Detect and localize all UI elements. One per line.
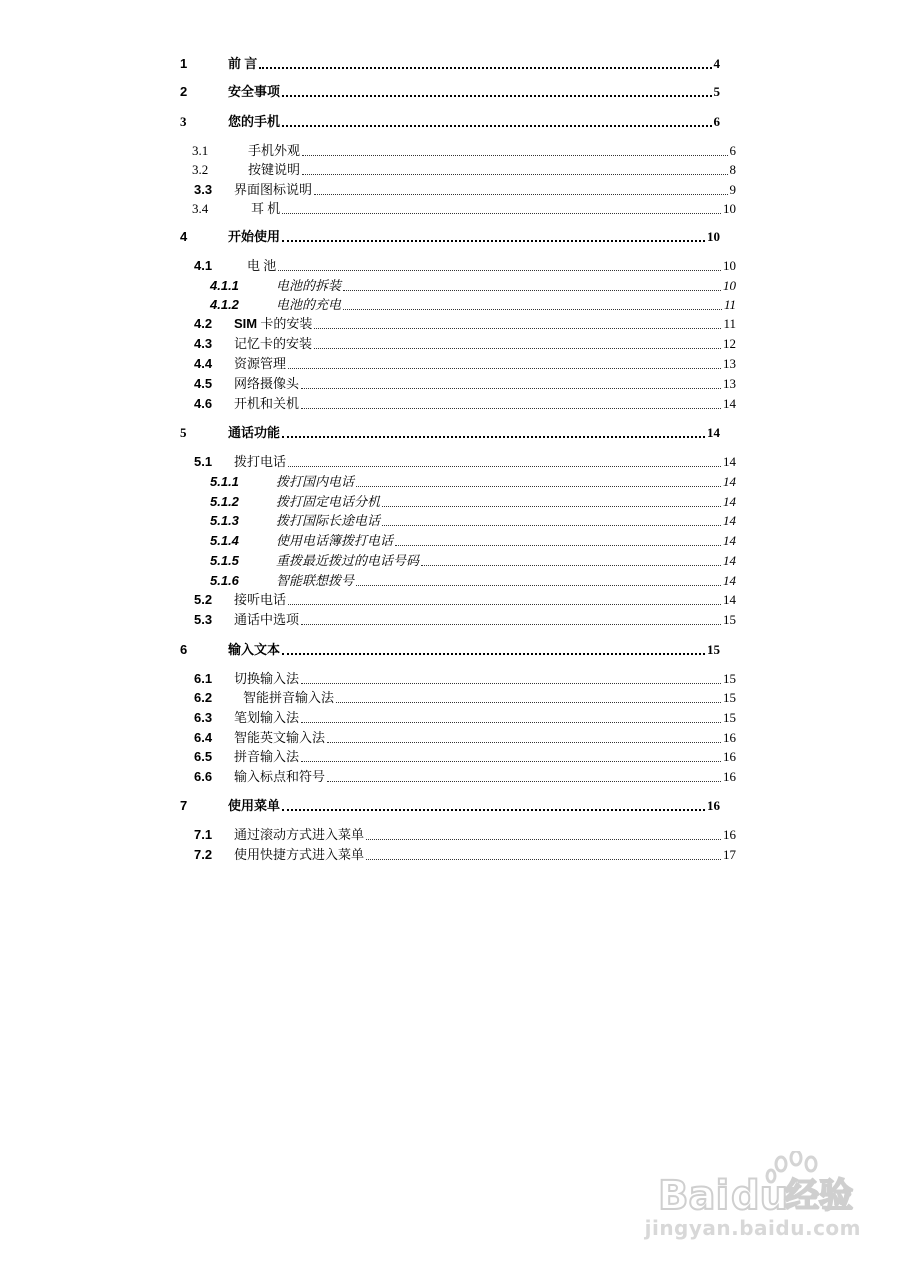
toc-leader-dots [302, 174, 727, 175]
toc-page-number: 4 [713, 56, 720, 71]
toc-entry[interactable] [0, 354, 905, 374]
toc-page-number: 15 [707, 642, 720, 657]
toc-title: 记忆卡的安装 [234, 336, 313, 351]
toc-title: 输入标点和符号 [234, 769, 326, 784]
toc-entry[interactable] [0, 314, 905, 334]
toc-entry[interactable] [0, 394, 905, 414]
toc-page-number: 14 [723, 592, 736, 607]
toc-number: 4.1.2 [210, 297, 239, 312]
toc-entry[interactable] [0, 825, 905, 845]
toc-page-number: 14 [723, 573, 736, 588]
toc-entry[interactable] [0, 492, 905, 512]
toc-leader-dots [301, 388, 721, 389]
toc-number: 1 [180, 56, 188, 71]
toc-entry[interactable] [0, 551, 905, 571]
toc-leader-dots [301, 408, 721, 409]
toc-title: 输入文本 [228, 642, 281, 657]
toc-page-number: 13 [723, 356, 736, 371]
toc-leader-dots [301, 722, 721, 723]
toc-entry[interactable] [0, 227, 905, 247]
toc-entry[interactable] [0, 374, 905, 394]
toc-title: 拨打电话 [234, 454, 287, 469]
toc-page-number: 12 [723, 336, 736, 351]
toc-title: 通话中选项 [234, 612, 300, 627]
toc-entry[interactable] [0, 747, 905, 767]
toc-number: 5.1.2 [210, 494, 239, 509]
toc-page-number: 14 [723, 553, 736, 568]
toc-leader-dots [282, 213, 721, 214]
toc-entry[interactable] [0, 295, 905, 315]
toc-leader-dots [314, 328, 721, 329]
toc-number: 6.2 [194, 690, 213, 705]
toc-page-number: 16 [723, 749, 736, 764]
toc-number: 7 [180, 798, 188, 813]
toc-leader-dots [356, 585, 721, 586]
toc-leader-dots [382, 506, 721, 507]
toc-number: 4.2 [194, 316, 213, 331]
toc-page-number: 14 [723, 454, 736, 469]
toc-entry[interactable] [0, 688, 905, 708]
toc-leader-dots [282, 653, 705, 655]
toc-number: 5.2 [194, 592, 213, 607]
toc-title: 通过滚动方式进入菜单 [234, 827, 365, 842]
toc-number: 3.4 [192, 201, 209, 216]
toc-leader-dots [343, 309, 722, 310]
toc-leader-dots [282, 95, 711, 97]
toc-title: 拨打固定电话分机 [276, 494, 381, 509]
toc-number: 4.4 [194, 356, 213, 371]
toc-number: 5.1.3 [210, 513, 239, 528]
toc-number: 6.3 [194, 710, 213, 725]
toc-leader-dots [314, 348, 721, 349]
toc-title: 资源管理 [234, 356, 287, 371]
toc-leader-dots [288, 466, 721, 467]
toc-page-number: 15 [723, 690, 736, 705]
toc-number: 3.1 [192, 143, 209, 158]
toc-page-number: 14 [723, 396, 736, 411]
toc-number: 4 [180, 229, 188, 244]
toc-title: 使用菜单 [228, 798, 281, 813]
toc-title: 网络摄像头 [234, 376, 300, 391]
toc-title: 通话功能 [228, 425, 281, 440]
toc-leader-dots [282, 125, 711, 127]
toc-page-number: 15 [723, 710, 736, 725]
toc-leader-dots [356, 486, 721, 487]
toc-title: 接听电话 [234, 592, 287, 607]
toc-number: 6.1 [194, 671, 213, 686]
toc-entry[interactable] [0, 708, 905, 728]
toc-page-number: 8 [729, 162, 736, 177]
toc-title: 智能联想拨号 [276, 573, 355, 588]
toc-page-number: 15 [723, 612, 736, 627]
toc-page-number: 11 [723, 316, 736, 331]
toc-leader-dots [301, 624, 721, 625]
toc-number: 7.2 [194, 847, 213, 862]
toc-entry[interactable] [0, 728, 905, 748]
toc-number: 5.1.4 [210, 533, 239, 548]
toc-number: 4.5 [194, 376, 213, 391]
toc-page-number: 5 [713, 84, 720, 99]
toc-title: 拨打国际长途电话 [276, 513, 381, 528]
toc-leader-dots [288, 368, 721, 369]
toc-leader-dots [336, 702, 721, 703]
toc-title: 笔划输入法 [234, 710, 300, 725]
toc-entry[interactable] [0, 54, 905, 74]
toc-title: 智能英文输入法 [234, 730, 326, 745]
toc-title: 界面图标说明 [234, 182, 313, 197]
toc-entry[interactable] [0, 82, 905, 102]
toc-page-number: 16 [723, 769, 736, 784]
toc-number: 4.3 [194, 336, 213, 351]
toc-number: 5.3 [194, 612, 213, 627]
toc-title: 开始使用 [228, 229, 281, 244]
toc-leader-dots [282, 436, 705, 438]
toc-entry[interactable] [0, 472, 905, 492]
toc-number: 5.1 [194, 454, 213, 469]
svg-text:du: du [731, 1173, 789, 1219]
toc-title: 您的手机 [228, 114, 281, 129]
toc-entry[interactable] [0, 531, 905, 551]
toc-leader-dots [278, 270, 721, 271]
toc-title: 智能拼音输入法 [243, 690, 335, 705]
toc-entry[interactable] [0, 160, 905, 180]
toc-page-number: 10 [723, 258, 736, 273]
toc-leader-dots [301, 761, 721, 762]
toc-entry[interactable] [0, 767, 905, 787]
toc-number: 6.4 [194, 730, 213, 745]
toc-entry[interactable] [0, 276, 905, 296]
toc-number: 5.1.5 [210, 553, 239, 568]
toc-leader-dots [366, 859, 721, 860]
toc-number: 6 [180, 642, 188, 657]
toc-number: 5.1.1 [210, 474, 239, 489]
toc-entry[interactable] [0, 845, 905, 865]
toc-title: 手机外观 [248, 143, 301, 158]
toc-leader-dots [395, 545, 721, 546]
toc-leader-dots [282, 809, 705, 811]
toc-page-number: 13 [723, 376, 736, 391]
toc-leader-dots [421, 565, 721, 566]
toc-title: 拼音输入法 [234, 749, 300, 764]
toc-page-number: 14 [723, 494, 736, 509]
toc-number: 5.1.6 [210, 573, 239, 588]
toc-title: 前 言 [228, 56, 258, 71]
toc-entry[interactable] [0, 590, 905, 610]
toc-number: 6.6 [194, 769, 213, 784]
toc-entry[interactable] [0, 423, 905, 443]
toc-number: 5 [180, 425, 187, 440]
toc-title: 安全事项 [228, 84, 281, 99]
toc-page-number: 10 [723, 278, 736, 293]
toc-title: 切换输入法 [234, 671, 300, 686]
toc-page-number: 14 [723, 513, 736, 528]
toc-page-number: 6 [713, 114, 720, 129]
svg-text:经验: 经验 [785, 1176, 853, 1216]
toc-page-number: 9 [729, 182, 736, 197]
toc-title: 按键说明 [248, 162, 301, 177]
toc-title: 开机和关机 [234, 396, 300, 411]
toc-page-number: 11 [723, 297, 736, 312]
toc-entry[interactable] [0, 669, 905, 689]
toc-number: 2 [180, 84, 188, 99]
toc-entry[interactable] [0, 141, 905, 161]
toc-entry[interactable] [0, 199, 905, 219]
toc-leader-dots [314, 194, 727, 195]
toc-title: 电池的充电 [276, 297, 342, 312]
toc-entry[interactable] [0, 511, 905, 531]
toc-title: 拨打国内电话 [276, 474, 355, 489]
svg-text:Bai: Bai [658, 1173, 730, 1219]
toc-entry[interactable] [0, 180, 905, 200]
toc-page-number: 15 [723, 671, 736, 686]
toc-number: 3 [180, 114, 187, 129]
toc-page-number: 16 [723, 827, 736, 842]
toc-entry[interactable] [0, 640, 905, 660]
toc-entry[interactable] [0, 571, 905, 591]
toc-title: 重拨最近拨过的电话号码 [276, 553, 420, 568]
toc-number: 4.1.1 [210, 278, 239, 293]
toc-number: 4.6 [194, 396, 213, 411]
watermark-url: jingyan.baidu.com [644, 1216, 861, 1240]
toc-entry[interactable] [0, 256, 905, 276]
toc-leader-dots [302, 155, 727, 156]
toc-page-number: 14 [723, 533, 736, 548]
toc-title: 电池的拆装 [276, 278, 342, 293]
toc-title: 耳 机 [251, 201, 281, 216]
toc-leader-dots [327, 742, 721, 743]
toc-number: 7.1 [194, 827, 213, 842]
toc-entry[interactable] [0, 610, 905, 630]
toc-page-number: 14 [707, 425, 720, 440]
toc-number: 3.3 [194, 182, 213, 197]
toc-page-number: 10 [723, 201, 736, 216]
toc-leader-dots [282, 240, 705, 242]
toc-entry[interactable] [0, 334, 905, 354]
toc-title: 使用快捷方式进入菜单 [234, 847, 365, 862]
toc-leader-dots [301, 683, 721, 684]
toc-title: 使用电话簿拨打电话 [276, 533, 394, 548]
toc-entry[interactable] [0, 112, 905, 132]
toc-page-number: 6 [729, 143, 736, 158]
toc-page-number: 17 [723, 847, 736, 862]
toc-entry[interactable] [0, 452, 905, 472]
toc-title: 电 池 [247, 258, 277, 273]
toc-page-number: 16 [707, 798, 720, 813]
toc-leader-dots [259, 67, 711, 69]
toc-page-number: 14 [723, 474, 736, 489]
toc-entry[interactable] [0, 796, 905, 816]
toc-page-number: 16 [723, 730, 736, 745]
toc-number: 6.5 [194, 749, 213, 764]
toc-leader-dots [327, 781, 721, 782]
toc-leader-dots [343, 290, 721, 291]
toc-number: 3.2 [192, 162, 209, 177]
toc-leader-dots [288, 604, 721, 605]
toc-title: SIM 卡的安装 [234, 316, 313, 331]
toc-leader-dots [366, 839, 721, 840]
toc-leader-dots [382, 525, 721, 526]
toc-page-number: 10 [707, 229, 720, 244]
toc-number: 4.1 [194, 258, 213, 273]
